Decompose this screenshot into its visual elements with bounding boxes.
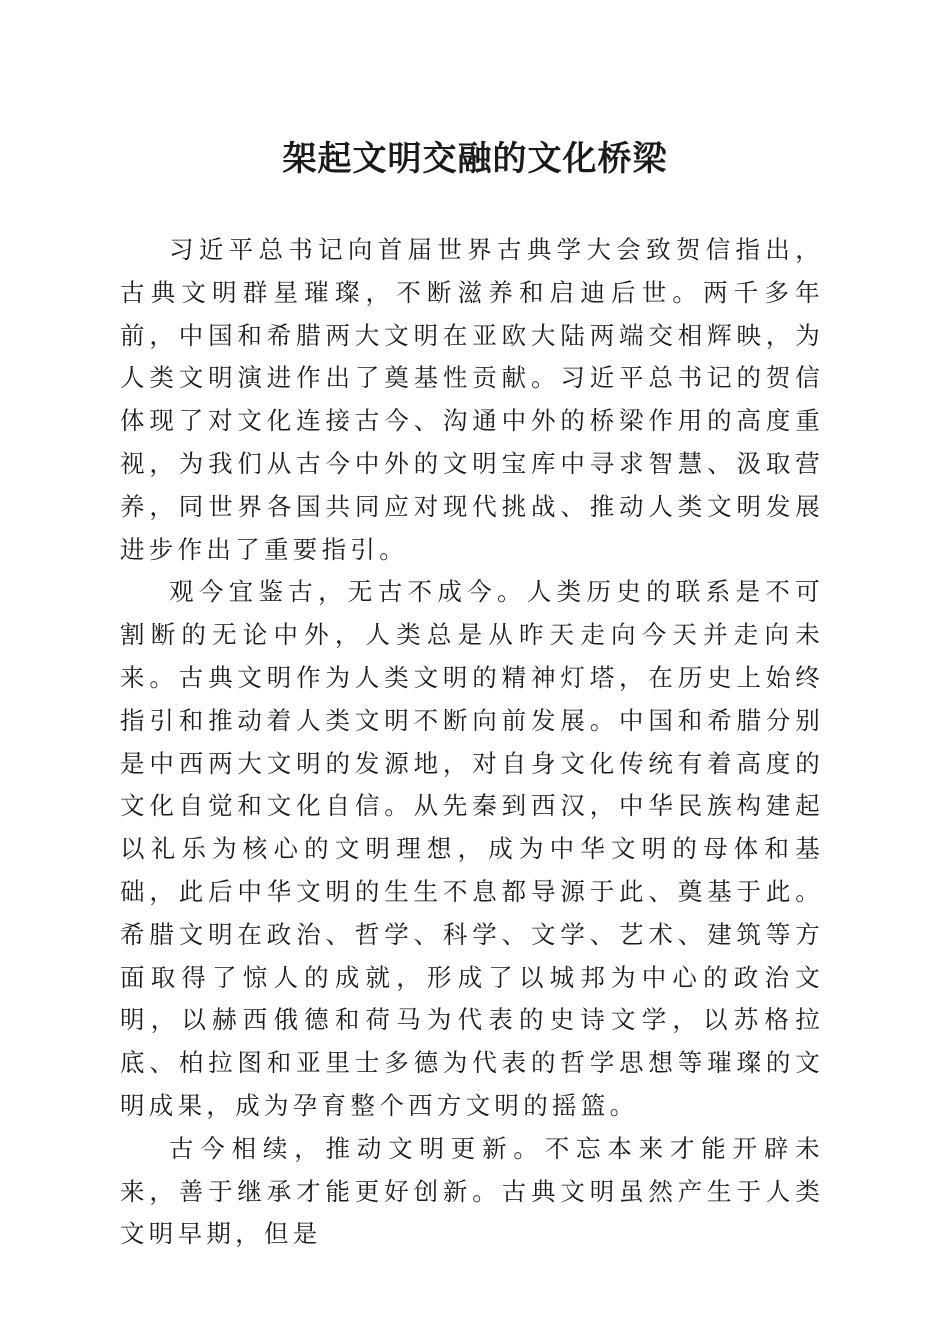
paragraph-3: 古今相续，推动文明更新。不忘本来才能开辟未来，善于继承才能更好创新。古典文明虽然产生于人类文明早期，但是 — [120, 1133, 824, 1249]
document-title: 架起文明交融的文化桥梁 — [282, 139, 668, 179]
paragraph-1: 习近平总书记向首届世界古典学大会致贺信指出，古典文明群星璀璨，不断滋养和启迪后世。两千多年前，中国和希腊两大文明在亚欧大陆两端交相辉映，为人类文明演进作出了奠基性贡献。习近平总书记的贺信体现了对文化连接古今、沟通中外的桥梁作用的高度重视，为我们从古今中外的文明宝库中寻求智慧、汲取营养，同世界各国共同应对现代挑战、推动人类文明发展进步作出了重要指引。 — [120, 235, 824, 564]
paragraph-2: 观今宜鉴古，无古不成今。人类历史的联系是不可割断的无论中外，人类总是从昨天走向今天并走向未来。古典文明作为人类文明的精神灯塔，在历史上始终指引和推动着人类文明不断向前发展。中国和希腊分别是中西两大文明的发源地，对自身文化传统有着高度的文化自觉和文化自信。从先秦到西汉，中华民族构建起以礼乐为核心的文明理想，成为中华文明的母体和基础，此后中华文明的生生不息都导源于此、奠基于此。希腊文明在政治、哲学、科学、文学、艺术、建筑等方面取得了惊人的成就，形成了以城邦为中心的政治文明，以赫西俄德和荷马为代表的史诗文学，以苏格拉底、柏拉图和亚里士多德为代表的哲学思想等璀璨的文明成果，成为孕育整个西方文明的摇篮。 — [120, 577, 824, 1120]
document-body — [120, 229, 824, 1256]
